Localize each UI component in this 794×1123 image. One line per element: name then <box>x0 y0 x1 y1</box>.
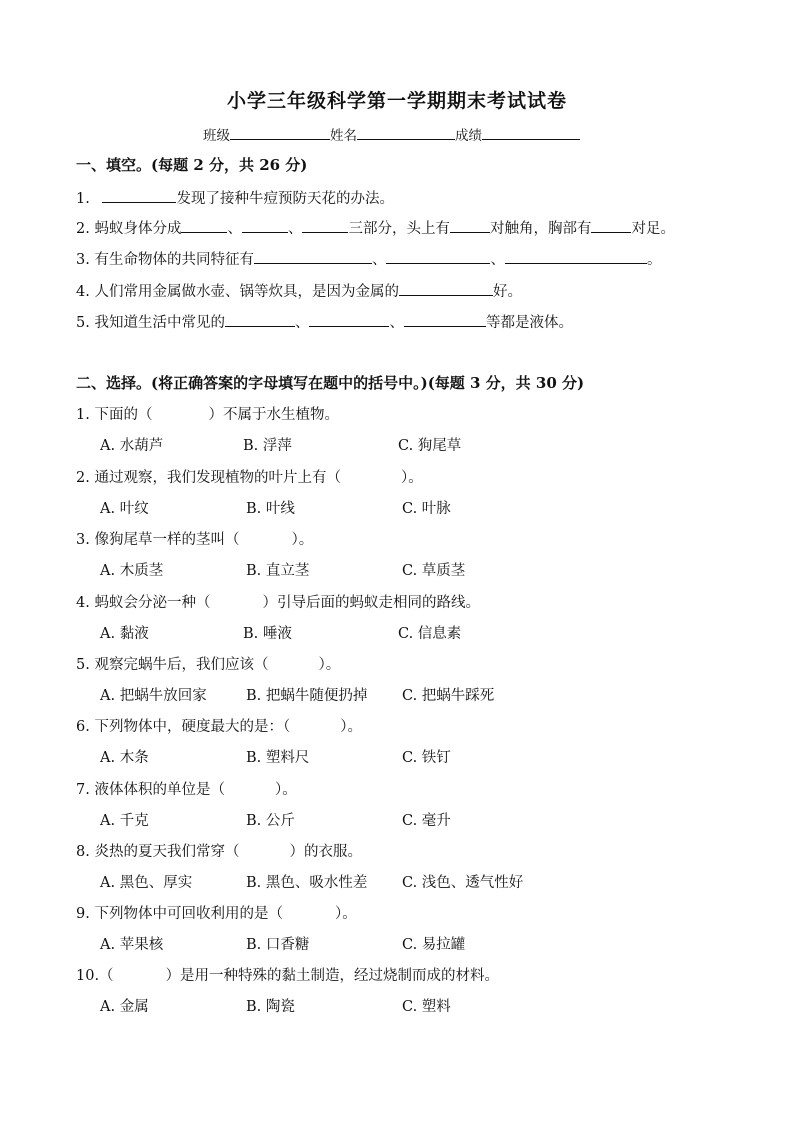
question-text: 2. 通过观察，我们发现植物的叶片上有（ <box>76 470 341 486</box>
question-number: 3. <box>76 252 90 268</box>
question-text: 人们常用金属做水壶、锅等炊具，是因为金属的 <box>94 284 399 300</box>
option-c[interactable]: C. 毫升 <box>402 813 451 829</box>
option-a[interactable]: A. 木质茎 <box>100 563 164 579</box>
question-text: ）引导后面的蚂蚁走相同的路线。 <box>262 595 480 611</box>
choice-options <box>100 871 700 891</box>
answer-blank[interactable] <box>254 249 372 264</box>
answer-blank[interactable] <box>102 188 176 203</box>
option-a[interactable]: A. 把蜗牛放回家 <box>100 688 207 704</box>
option-a[interactable]: A. 黑色、厚实 <box>100 875 193 891</box>
option-b[interactable]: B. 把蜗牛随便扔掉 <box>246 688 368 704</box>
name-label: 姓名 <box>330 128 357 144</box>
answer-blank[interactable] <box>309 312 389 327</box>
choice-options <box>100 559 700 579</box>
option-c[interactable]: C. 易拉罐 <box>402 937 466 953</box>
question-text: ）。 <box>291 532 314 548</box>
answer-blank[interactable] <box>399 281 493 296</box>
choice-options <box>100 684 700 704</box>
question-text: 1. 下面的（ <box>76 407 153 423</box>
choice-question-stem <box>76 403 339 424</box>
choice-question-stem <box>76 591 480 612</box>
option-c[interactable]: C. 浅色、透气性好 <box>402 875 524 891</box>
question-text: ）。 <box>400 470 423 486</box>
option-a[interactable]: A. 苹果核 <box>100 937 164 953</box>
question-text: 6. 下列物体中，硬度最大的是：（ <box>76 719 291 735</box>
choice-question-stem <box>76 840 362 861</box>
option-c[interactable]: C. 狗尾草 <box>398 438 462 454</box>
student-info-line <box>203 124 580 144</box>
option-b[interactable]: B. 黑色、吸水性差 <box>246 875 368 891</box>
choice-options <box>100 746 700 766</box>
option-c[interactable]: C. 铁钉 <box>402 750 451 766</box>
question-text: 有生命物体的共同特征有 <box>94 252 254 268</box>
question-text: 对足。 <box>631 221 675 237</box>
choice-options <box>100 622 700 642</box>
fill-question-2 <box>76 217 675 238</box>
fill-question-3 <box>76 248 661 269</box>
separator: 、 <box>490 252 505 268</box>
option-c[interactable]: C. 塑料 <box>402 999 451 1015</box>
option-a[interactable]: A. 木条 <box>100 750 149 766</box>
question-text: 等都是液体。 <box>485 315 573 331</box>
separator: 、 <box>294 315 310 331</box>
option-a[interactable]: A. 叶纹 <box>100 501 149 517</box>
option-b[interactable]: B. 陶瓷 <box>246 999 295 1015</box>
separator: 、 <box>227 221 242 237</box>
separator: 。 <box>646 252 662 268</box>
score-blank[interactable] <box>482 125 580 140</box>
score-label: 成绩 <box>455 128 482 144</box>
choice-question-stem <box>76 778 297 799</box>
choice-options <box>100 497 700 517</box>
answer-blank[interactable] <box>302 218 348 233</box>
fill-question-1 <box>76 187 394 208</box>
choice-question-stem <box>76 653 340 674</box>
option-c[interactable]: C. 信息素 <box>398 626 462 642</box>
question-text: 10.（ <box>76 968 114 984</box>
separator: 、 <box>371 252 387 268</box>
option-b[interactable]: B. 口香糖 <box>246 937 310 953</box>
choice-question-stem <box>76 964 499 985</box>
question-text: 对触角，胸部有 <box>489 221 592 237</box>
option-c[interactable]: C. 把蜗牛踩死 <box>402 688 495 704</box>
option-a[interactable]: A. 千克 <box>100 813 149 829</box>
choice-question-stem <box>76 715 362 736</box>
choice-options <box>100 933 700 953</box>
choice-options <box>100 995 700 1015</box>
answer-blank[interactable] <box>505 249 647 264</box>
question-number: 1. <box>76 191 90 207</box>
answer-blank[interactable] <box>404 312 486 327</box>
question-text: 三部分，头上有 <box>348 221 450 237</box>
question-text: ）。 <box>334 906 357 922</box>
question-text: 5. 观察完蜗牛后，我们应该（ <box>76 657 269 673</box>
question-text: ）不属于水生植物。 <box>208 407 339 423</box>
question-text: ）。 <box>274 782 297 798</box>
option-a[interactable]: A. 水葫芦 <box>100 438 164 454</box>
fill-question-4 <box>76 280 522 301</box>
question-text: ）是用一种特殊的黏土制造，经过烧制而成的材料。 <box>165 968 500 984</box>
answer-blank[interactable] <box>450 218 490 233</box>
page-title: 小学三年级科学第一学期期末考试试卷 <box>226 90 567 112</box>
question-text: 8. 炎热的夏天我们常穿（ <box>76 844 240 860</box>
answer-blank[interactable] <box>242 218 288 233</box>
option-b[interactable]: B. 公斤 <box>246 813 295 829</box>
separator: 、 <box>389 315 404 331</box>
choice-question-stem <box>76 466 423 487</box>
option-b[interactable]: B. 叶线 <box>246 501 295 517</box>
question-number: 4. <box>76 284 90 300</box>
option-c[interactable]: C. 草质茎 <box>402 563 466 579</box>
section-2-heading: 二、选择。(将正确答案的字母填写在题中的括号中。)(每题 3 分，共 30 分) <box>76 374 585 392</box>
section-1-heading: 一、填空。(每题 2 分，共 26 分) <box>76 156 308 174</box>
question-text: 7. 液体体积的单位是（ <box>76 782 225 798</box>
option-a[interactable]: A. 金属 <box>100 999 149 1015</box>
answer-blank[interactable] <box>181 218 227 233</box>
question-number: 2. <box>76 221 90 237</box>
fill-question-5 <box>76 311 573 332</box>
option-b[interactable]: B. 塑料尺 <box>246 750 310 766</box>
choice-options <box>100 434 700 454</box>
question-text: 9. 下列物体中可回收利用的是（ <box>76 906 283 922</box>
question-text: 蚂蚁身体分成 <box>94 221 182 237</box>
option-c[interactable]: C. 叶脉 <box>402 501 451 517</box>
option-b[interactable]: B. 唾液 <box>243 626 292 642</box>
question-number: 5. <box>76 315 90 331</box>
question-text: 我知道生活中常见的 <box>94 315 225 331</box>
question-text: ）的衣服。 <box>289 844 362 860</box>
question-text: ）。 <box>318 657 341 673</box>
class-blank[interactable] <box>230 125 330 140</box>
name-blank[interactable] <box>357 125 455 140</box>
question-text: 发现了接种牛痘预防天花的办法。 <box>176 191 394 207</box>
answer-blank[interactable] <box>225 312 295 327</box>
question-text: ）。 <box>340 719 362 735</box>
option-b[interactable]: B. 浮萍 <box>243 438 292 454</box>
option-a[interactable]: A. 黏液 <box>100 626 149 642</box>
option-b[interactable]: B. 直立茎 <box>246 563 310 579</box>
answer-blank[interactable] <box>591 218 631 233</box>
question-text: 好。 <box>492 284 522 300</box>
question-text: 4. 蚂蚁会分泌一种（ <box>76 595 211 611</box>
class-label: 班级 <box>203 128 230 144</box>
choice-question-stem <box>76 528 313 549</box>
question-text: 3. 像狗尾草一样的茎叫（ <box>76 532 240 548</box>
choice-question-stem <box>76 902 357 923</box>
choice-options <box>100 809 700 829</box>
separator: 、 <box>287 221 303 237</box>
answer-blank[interactable] <box>386 249 490 264</box>
